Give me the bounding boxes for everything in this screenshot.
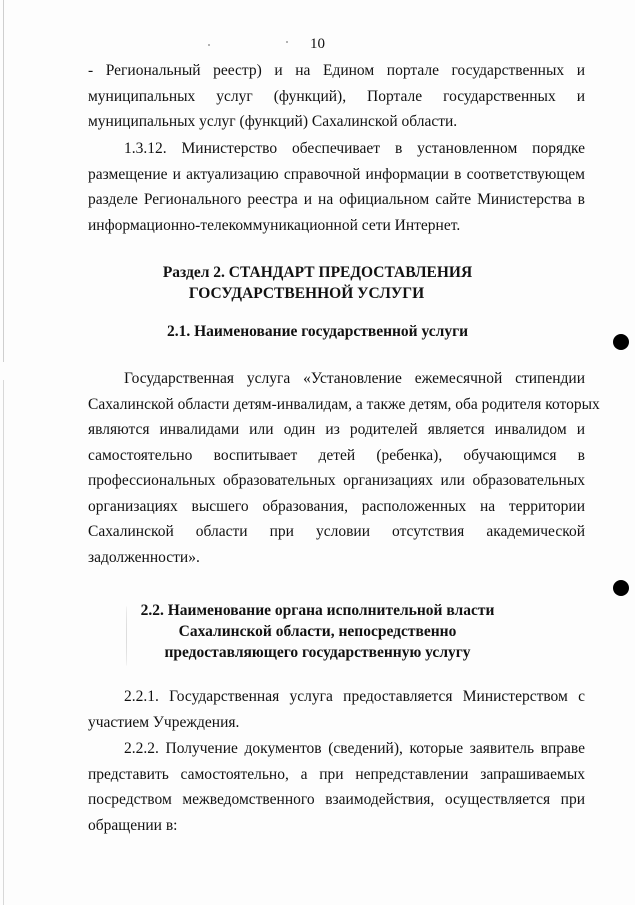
- page-number: 10: [310, 36, 325, 52]
- text-line: посредством межведомственного взаимодействия, осуществляется при: [88, 791, 585, 808]
- text-line: 1.3.12. Министерство обеспечивает в установленном порядке: [124, 140, 585, 157]
- paragraph-2-2-2: [88, 736, 585, 838]
- heading-line: предоставляющего государственную услугу: [164, 644, 471, 661]
- punch-hole: [613, 334, 629, 350]
- scan-edge-line: [3, 0, 4, 905]
- text-line: являются инвалидами или один из родителей является инвалидом и: [88, 421, 585, 438]
- text-line: Сахалинской области детям-инвалидам, а также детям, оба родителя которых: [88, 395, 600, 413]
- text-line: самостоятельно воспитывает детей (ребенка), обучающимся в: [88, 446, 585, 464]
- section-2-heading: [0, 262, 635, 304]
- heading-line: 2.1. Наименование государственной услуги: [166, 323, 469, 340]
- paragraph-2-2-1: [88, 684, 585, 735]
- text-line: обращении в:: [88, 816, 178, 834]
- text-line: участием Учреждения.: [88, 713, 240, 731]
- paragraph-1-3-12: [88, 136, 585, 238]
- text-line: задолженности».: [88, 548, 200, 566]
- heading-line: ГОСУДАРСТВЕННОЙ УСЛУГИ: [188, 285, 425, 302]
- text-line: Сахалинской области при условии отсутствия академической: [88, 523, 585, 540]
- heading-line: Сахалинской области, непосредственно: [178, 623, 457, 640]
- heading-line: Раздел 2. СТАНДАРТ ПРЕДОСТАВЛЕНИЯ: [162, 264, 473, 281]
- paragraph-service-name: [88, 366, 600, 570]
- text-line: организациях высшего образования, расположенных на территории: [88, 497, 585, 515]
- text-line: муниципальных услуг (функций), Портале государственных и: [88, 87, 585, 105]
- text-line: 2.2.1. Государственная услуга предоставляется Министерством с: [124, 688, 585, 705]
- paragraph-registry-continuation: [88, 58, 585, 135]
- text-line: муниципальных услуг (функций) Сахалинской области.: [88, 113, 458, 130]
- text-line: размещение и актуализацию справочной информации в соответствующем: [88, 165, 585, 183]
- text-line: - Региональный реестр) и на Едином портале государственных и: [88, 62, 585, 79]
- text-line: Государственная услуга «Установление ежемесячной стипендии: [124, 370, 585, 387]
- text-line: разделе Регионального реестра и на официальном сайте Министерства в: [88, 191, 585, 208]
- subsection-2-2-heading: [0, 600, 635, 663]
- heading-line: 2.2. Наименование органа исполнительной власти: [140, 602, 495, 619]
- subsection-2-1-heading: [0, 321, 635, 342]
- punch-hole: [613, 580, 629, 596]
- text-line: представить самостоятельно, а при непредставлении запрашиваемых: [88, 765, 585, 783]
- text-line: профессиональных образовательных организациях или образовательных: [88, 472, 585, 489]
- text-line: информационно-телекоммуникационной сети Интернет.: [88, 216, 461, 234]
- text-line: 2.2.2. Получение документов (сведений), которые заявитель вправе: [124, 740, 585, 757]
